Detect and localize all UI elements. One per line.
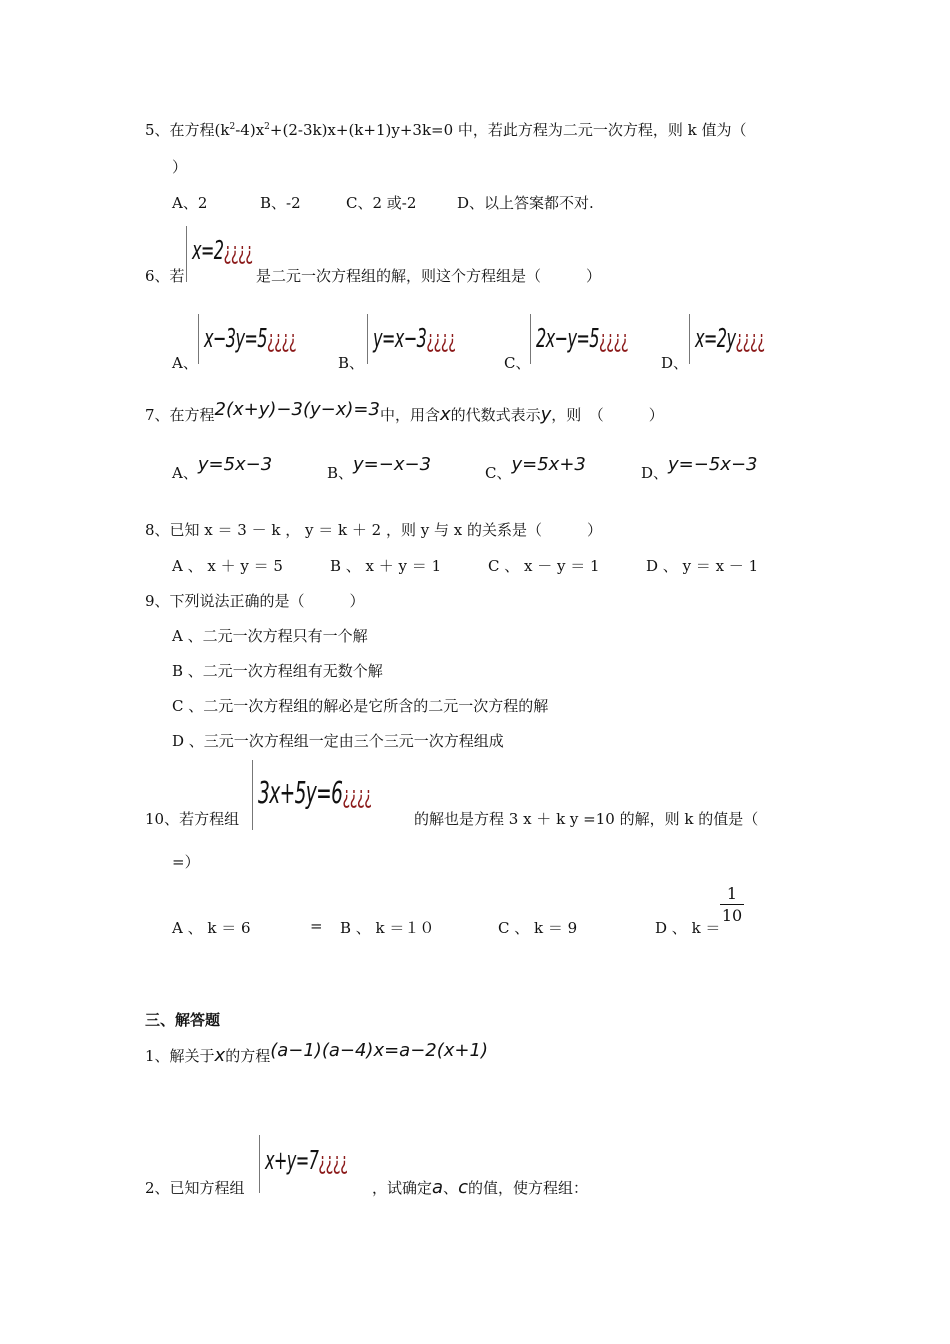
q7-option-b: B、y=−x−3 bbox=[327, 454, 432, 482]
q6-system: x=2¿¿¿¿ bbox=[192, 236, 253, 266]
q6-option-c-label: C、 bbox=[504, 354, 531, 372]
q5-option-b: B、-2 bbox=[260, 194, 301, 212]
problem-2-suffix: ，试确定a、c的值，使方程组： bbox=[372, 1177, 588, 1198]
problem-1: 1、解关于x的方程(a−1)(a−4)x=a−2(x+1) bbox=[145, 1040, 488, 1066]
q10-option-c: C 、 k ＝ 9 bbox=[498, 919, 578, 937]
problem-2-system: x+y=7¿¿¿¿ bbox=[265, 1146, 348, 1176]
fraction-numerator: 1 bbox=[726, 884, 738, 903]
q10-option-d-fraction bbox=[720, 884, 744, 925]
question-5-stem: 5、在方程$(k^2-4)x^2+(2-3k)x+(k+1)y+3k=0$ 中，若此方程为二元一次方程，则 k 值为（ bbox=[145, 121, 747, 139]
problem-2-prefix: 2、已知方程组 bbox=[145, 1179, 245, 1197]
q6-option-a-eq: x−3y=5¿¿¿¿ bbox=[204, 324, 297, 354]
question-10-prefix: 10、若方程组 bbox=[145, 810, 240, 828]
q6-option-b-label: B、 bbox=[338, 354, 365, 372]
q9-option-c: C 、二元一次方程组的解必是它所含的二元一次方程的解 bbox=[172, 697, 549, 715]
question-8-stem: 8、已知 x ＝ 3 － k ， y ＝ k ＋ 2 ，则 y 与 x 的关系是（ ） bbox=[145, 521, 602, 539]
q9-option-a: A 、二元一次方程只有一个解 bbox=[172, 627, 368, 645]
q5-option-a: A、2 bbox=[172, 194, 208, 212]
q8-option-d: D 、 y ＝ x － 1 bbox=[646, 557, 759, 575]
q10-stray-equals: = bbox=[310, 917, 323, 935]
q10-option-a: A 、 k ＝ 6 bbox=[172, 919, 251, 937]
question-9-stem: 9、下列说法正确的是（ ） bbox=[145, 592, 365, 610]
q10-option-b: B 、 k ＝１０ bbox=[340, 919, 435, 937]
q8-option-a: A 、 x ＋ y ＝ 5 bbox=[172, 557, 283, 575]
section-3-title: 三、解答题 bbox=[145, 1011, 221, 1029]
problem-1-equation: (a−1)(a−4)x=a−2(x+1) bbox=[270, 1040, 488, 1061]
q10-system: 3x+5y=6¿¿¿¿ bbox=[258, 776, 372, 811]
question-6-prefix: 6、若 bbox=[145, 267, 185, 285]
q6-option-d-label: D、 bbox=[661, 354, 689, 372]
fraction-denominator: 10 bbox=[721, 906, 743, 925]
q6-option-c-eq: 2x−y=5¿¿¿¿ bbox=[536, 324, 629, 354]
q7-option-c: C、y=5x+3 bbox=[485, 454, 586, 482]
q6-option-a-label: A、 bbox=[172, 354, 198, 372]
q7-option-d: D、y=−5x−3 bbox=[641, 454, 758, 482]
q8-option-b: B 、 x ＋ y ＝ 1 bbox=[330, 557, 442, 575]
q7-option-a: A、y=5x−3 bbox=[172, 454, 273, 482]
question-7: 7、在方程2(x+y)−3(y−x)=3中，用含x的代数式表示y，则 （ ） bbox=[145, 399, 664, 425]
question-5-close: ） bbox=[172, 158, 188, 176]
question-6-suffix: 是二元一次方程组的解，则这个方程组是（ ） bbox=[256, 267, 602, 285]
question-10-suffix: 的解也是方程 3 x ＋ k y =10 的解，则 k 的值是（ bbox=[414, 810, 759, 828]
q5-option-c: C、2 或-2 bbox=[346, 194, 417, 212]
q5-option-d: D、以上答案都不对. bbox=[457, 194, 594, 212]
q6-option-b-eq: y=x−3¿¿¿¿ bbox=[373, 324, 456, 354]
q6-option-d-eq: x=2y¿¿¿¿ bbox=[695, 324, 765, 354]
question-10-close: =） bbox=[172, 853, 200, 871]
q7-equation: 2(x+y)−3(y−x)=3 bbox=[214, 399, 380, 420]
q8-option-c: C 、 x － y ＝ 1 bbox=[488, 557, 600, 575]
fraction-bar bbox=[720, 904, 744, 905]
q10-option-d: D 、 k ＝ bbox=[655, 919, 721, 937]
q9-option-b: B 、二元一次方程组有无数个解 bbox=[172, 662, 383, 680]
q9-option-d: D 、三元一次方程组一定由三个三元一次方程组成 bbox=[172, 732, 504, 750]
